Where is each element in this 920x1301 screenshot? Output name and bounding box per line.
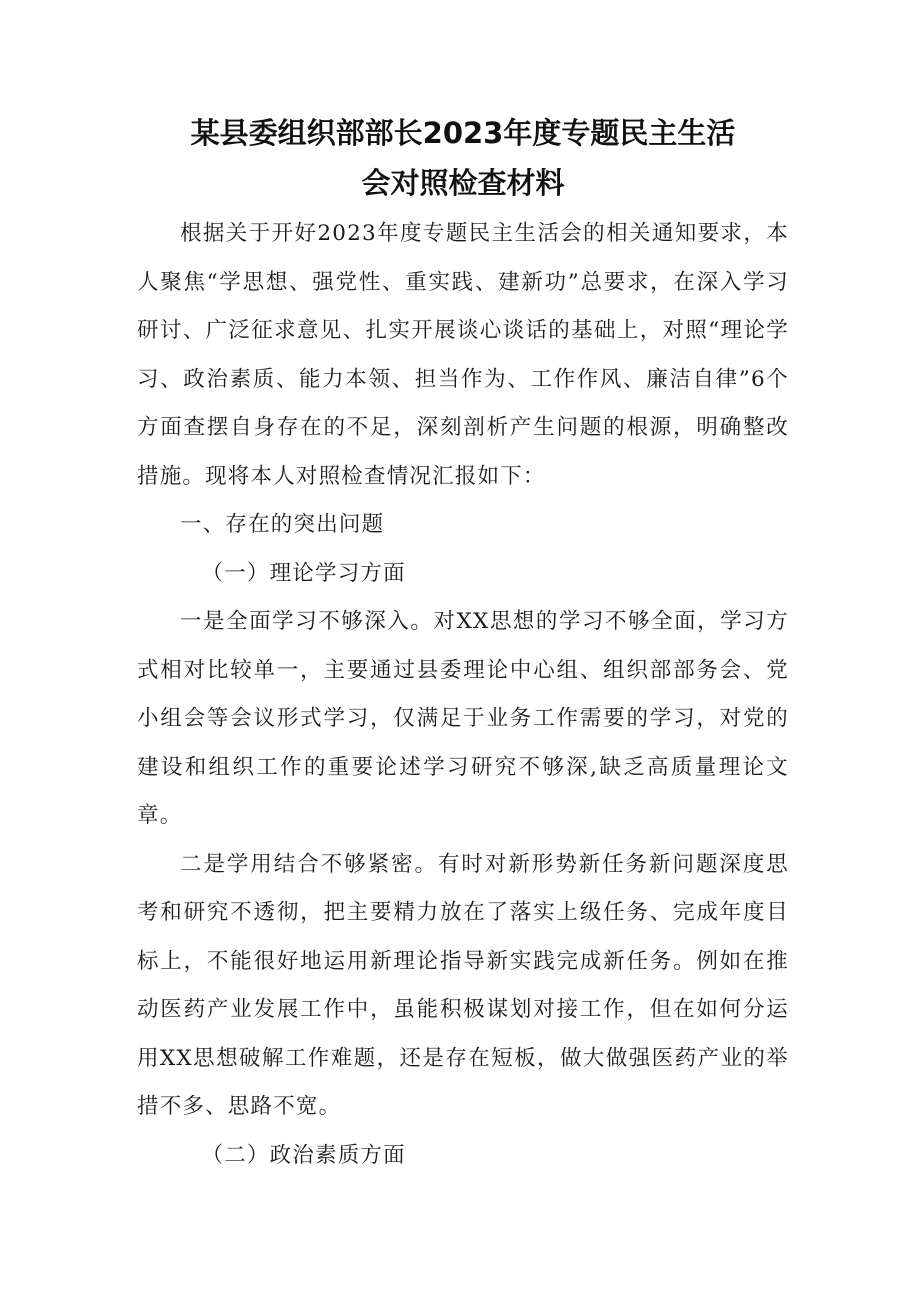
paragraph-theory-1: 一是全面学习不够深入。对XX思想的学习不够全面，学习方式相对比较单一，主要通过县委理论中心组、组织部部务会、党小组会等会议形式学习，仅满足于业务工作需要的学习，对党的建设和组织工作的重要论述学习研究不够深,缺乏高质量理论文章。 — [137, 609, 789, 828]
section-heading-problems: 一、存在的突出问题 — [180, 512, 385, 537]
document-title — [137, 108, 789, 208]
title-line-2: 会对照检查材料 — [361, 166, 565, 200]
document-page — [137, 108, 789, 1180]
intro-paragraph: 根据关于开好2023年度专题民主生活会的相关通知要求，本人聚焦“学思想、强党性、重实践、建新功”总要求，在深入学习研讨、广泛征求意见、扎实开展谈心谈话的基础上，对照“理论学习、政治素质、能力本领、担当作为、工作作风、廉洁自律”6个方面查摆自身存在的不足，深刻剖析产生问题的根源，明确整改措施。现将本人对照检查情况汇报如下： — [137, 221, 789, 489]
subsection-heading-theory: （一）理论学习方面 — [201, 560, 406, 586]
paragraph-theory-2: 二是学用结合不够紧密。有时对新形势新任务新问题深度思考和研究不透彻，把主要精力放在了落实上级任务、完成年度目标上，不能很好地运用新理论指导新实践完成新任务。例如在推动医药产业发展工作中，虽能积极谋划对接工作，但在如何分运用XX思想破解工作难题，还是存在短板，做大做强医药产业的举措不多、思路不宽。 — [137, 851, 789, 1119]
title-line-1: 某县委组织部部长2023年度专题民主生活 — [190, 116, 736, 150]
subsection-heading-political: （二）政治素质方面 — [201, 1142, 406, 1168]
